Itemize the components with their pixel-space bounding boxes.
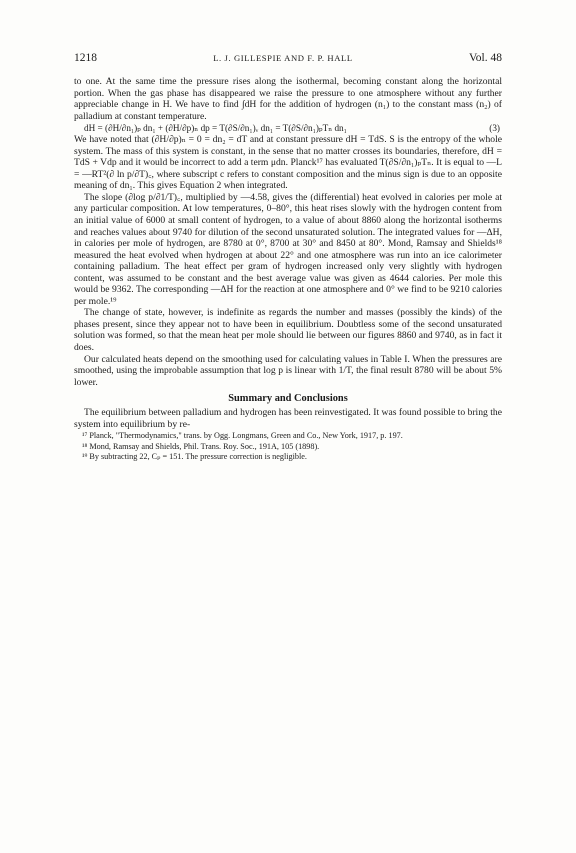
footnote-17: ¹⁷ Planck, "Thermodynamics," trans. by Ogg. Longmans, Green and Co., New York, 1917, p. 197. — [82, 431, 403, 441]
page-number: 1218 — [74, 52, 97, 64]
paragraph-3: The slope (∂log p/∂1/T)꜀, multiplied by —4.58, gives the (differential) heat evolved in calories per mole at any particular composition. At low temperatures, 0–80°, this heat rises slowly with the hydrogen content from an initial value of 6000 at small content of hydrogen, to a value of about 8860 along the horizontal isotherms and reaches values about 9740 for dilution of the second unsaturated solution. The integrated values for —ΔH, in calories per mole of hydrogen, are 8780 at 0°, 8700 at 30° and 8450 at 80°. Mond, Ramsay and Shields¹⁸ measured the heat evolved when hydrogen at about 22° and one atmosphere was run into an ice calorimeter containing palladium. The heat effect per gram of hydrogen increased only very slightly with hydrogen content, was assumed to be constant and the best average value was given as 4644 calories. Per mole this would be 9362. The corresponding —ΔH for the reaction at one atmosphere and 0° we find to be 9210 calories per mole.¹⁹ — [74, 191, 502, 307]
equation-3 — [84, 122, 502, 134]
running-header — [74, 52, 502, 64]
journal-page — [74, 52, 502, 462]
footnotes — [74, 431, 502, 462]
paragraph-2: We have noted that (∂H/∂p)ₙ = 0 = dn₂ = dT and at constant pressure dH = TdS. S is the entropy of the whole system. The mass of this system is constant, in the sense that no matter crosses its boundaries, therefore, dH = TdS + Vdp and it would be incorrect to add a term μdn. Planck¹⁷ has evaluated T(∂S/∂n₁)ₚTₙ. It is equal to —L = —RT²(∂ ln p/∂T)꜀, where subscript c refers to constant composition and the minus sign is due to an opposite meaning of dn₁. This gives Equation 2 when integrated. — [74, 134, 502, 192]
footnote-19: ¹⁹ By subtracting 22, Cₚ = 151. The pressure correction is negligible. — [82, 451, 307, 461]
equation-number: (3) — [489, 123, 500, 134]
running-title: L. J. GILLESPIE AND F. P. HALL — [213, 53, 353, 63]
volume-label: Vol. 48 — [468, 52, 502, 64]
equation-text: dH = (∂H/∂n₁)ₚ dn₁ + (∂H/∂p)ₙ dp = T(∂S/∂n₁)ᵥ dn₁ = T(∂S/∂n₁)ₚTₙ dn₁ — [84, 123, 347, 134]
paragraph-5: Our calculated heats depend on the smoothing used for calculating values in Table I. When the pressures are smoothed, using the improbable assumption that log p is linear with 1/T, the final result 8780 will be about 5% lower. — [74, 353, 502, 388]
paragraph-6: The equilibrium between palladium and hydrogen has been reinvestigated. It was found possible to bring the system into equilibrium by re- — [74, 407, 502, 430]
paragraph-4: The change of state, however, is indefinite as regards the number and masses (possibly the kinds) of the phases present, since they appear not to have been in equilibrium. Doubtless some of the second unsaturated solution was formed, so that the mean heat per mole should lie between our figures 8860 and 9740, as in fact it does. — [74, 307, 502, 354]
section-title: Summary and Conclusions — [228, 393, 348, 405]
footnote-18: ¹⁸ Mond, Ramsay and Shields, Phil. Trans. Roy. Soc., 191A, 105 (1898). — [82, 441, 320, 451]
paragraph-1: to one. At the same time the pressure rises along the isothermal, becoming constant along the horizontal portion. When the gas phase has disappeared we raise the pressure to one atmosphere without any further appreciable change in H. We have to find ∫dH for the addition of hydrogen (n₁) to the constant mass (n₂) of palladium at constant temperature. — [74, 76, 502, 122]
